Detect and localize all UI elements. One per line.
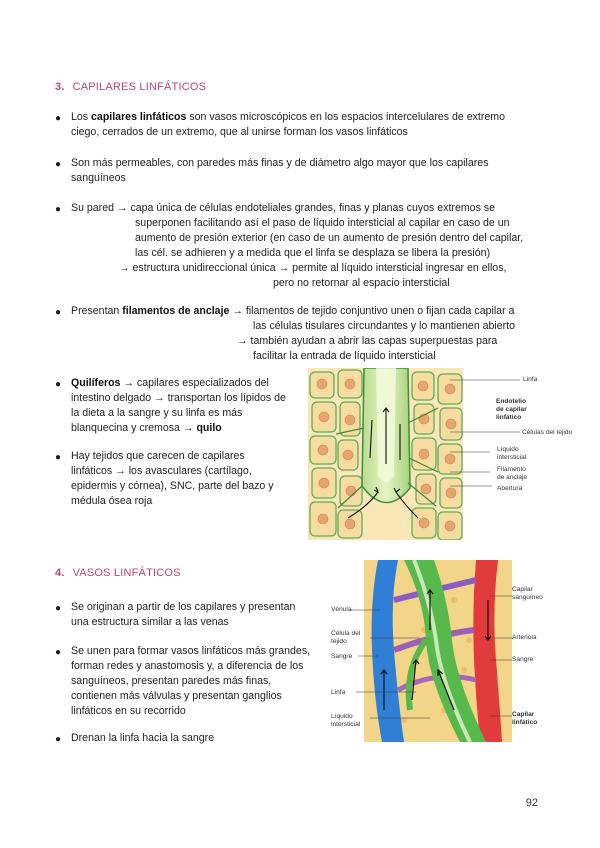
label-linfa: Linfa	[523, 376, 538, 383]
term-capilares-linfaticos: capilares linfáticos	[91, 111, 187, 123]
bullet-icon: ●	[55, 452, 62, 463]
paragraph: Hay tejidos que carecen de capilares linfáticos → los avasculares (cartílago, epidermis y córnea), SNC, parte del bazo y médula ósea roja	[71, 450, 274, 507]
bullet-icon: ●	[55, 307, 62, 318]
label-linfa: Linfa	[331, 689, 346, 696]
bullet-icon: ●	[55, 379, 62, 390]
section-4-heading	[55, 566, 181, 581]
section-3-number: 3.	[55, 81, 65, 93]
label-sangre-left: Sangre	[331, 653, 353, 660]
paragraph: Los capilares linfáticos son vasos microscópicos en los espacios intercelulares de extremo ciego, cerrados de un extremo, que al unirse forman los vasos linfáticos	[71, 111, 505, 138]
label-capilar-linfatico: Capilar linfático	[512, 711, 538, 726]
label-filamento-anclaje: Filamento de anclaje	[497, 466, 528, 481]
term-filamentos-anclaje: filamentos de anclaje	[122, 305, 230, 317]
section-4-title: VASOS LINFÁTICOS	[72, 567, 181, 579]
section-3-heading	[55, 80, 206, 95]
paragraph: Su pared → capa única de células endoteliales grandes, finas y planas cuyos extremos se superponen facilitando así el paso de líquido intersticial al capilar en caso de un aumento de presión exterior (en caso de un aumento de presión dentro del capilar, las cél. se adhieren y a medida que el linfa se desplaza se libera la presión) → estructura unidireccional única → permite al líquido intersticial ingresar en ellos, pero no retornar al espacio intersticial	[71, 202, 524, 289]
paragraph: Son más permeables, con paredes más finas y de diámetro algo mayor que los capilares sanguíneos	[71, 157, 489, 184]
label-endotelio: Endotelio de capilar linfático	[496, 398, 527, 421]
lymphatic-capillary-illustration	[308, 368, 463, 540]
label-arteriola: Arteriola	[512, 634, 537, 641]
label-celula-tejido: Célula del tejido	[331, 630, 361, 645]
term-quiliferos: Quilíferos	[71, 377, 121, 389]
bullet-icon: ●	[55, 113, 62, 124]
bullet-icon: ●	[55, 204, 62, 215]
term-quilo: quilo	[196, 422, 222, 434]
label-capilar-sanguineo: Capilar sanguíneo	[512, 586, 543, 601]
label-abertura: Abertura	[497, 485, 523, 492]
label-venula: Vénula	[331, 606, 352, 613]
bullet-icon: ●	[55, 159, 62, 170]
label-sangre-right: Sangre	[512, 656, 534, 663]
label-celulas-tejido: Células del tejido	[522, 429, 573, 436]
section-3-title: CAPILARES LINFÁTICOS	[72, 81, 207, 93]
label-liquido-intersticial: Líquido intersticial	[497, 446, 527, 461]
page-number: 92	[525, 797, 538, 809]
bullet-icon: ●	[55, 647, 62, 658]
bullet-icon: ●	[55, 603, 62, 614]
section-4-number: 4.	[55, 567, 65, 579]
paragraph: Se unen para formar vasos linfáticos más grandes, forman redes y anastomosis y, a diferencia de los sanguíneos, presentan paredes más finas, contienen más válvulas y presentan ganglios linfáticos en su recorrido	[71, 645, 311, 717]
label-liquido-intersticial: Líquido intersticial	[331, 713, 361, 728]
paragraph: Presentan filamentos de anclaje → filamentos de tejido conjuntivo unen o fijan cada capilar a las células tisulares circundantes y lo mantienen abierto → también ayudan a abrir las capas superpuestas para facilitar la entrada de líquido intersticial	[71, 305, 516, 362]
paragraph: Se originan a partir de los capilares y presentan una estructura similar a las venas	[71, 601, 296, 628]
figure-2-leader-lines	[330, 580, 530, 730]
paragraph: Quilíferos → capilares especializados del intestino delgado → transportan los lípidos de la dieta a la sangre y su linfa es más blanquecina y cremosa → quilo	[71, 377, 286, 434]
paragraph: Drenan la linfa hacia la sangre	[71, 732, 215, 744]
bullet-icon: ●	[55, 734, 62, 745]
